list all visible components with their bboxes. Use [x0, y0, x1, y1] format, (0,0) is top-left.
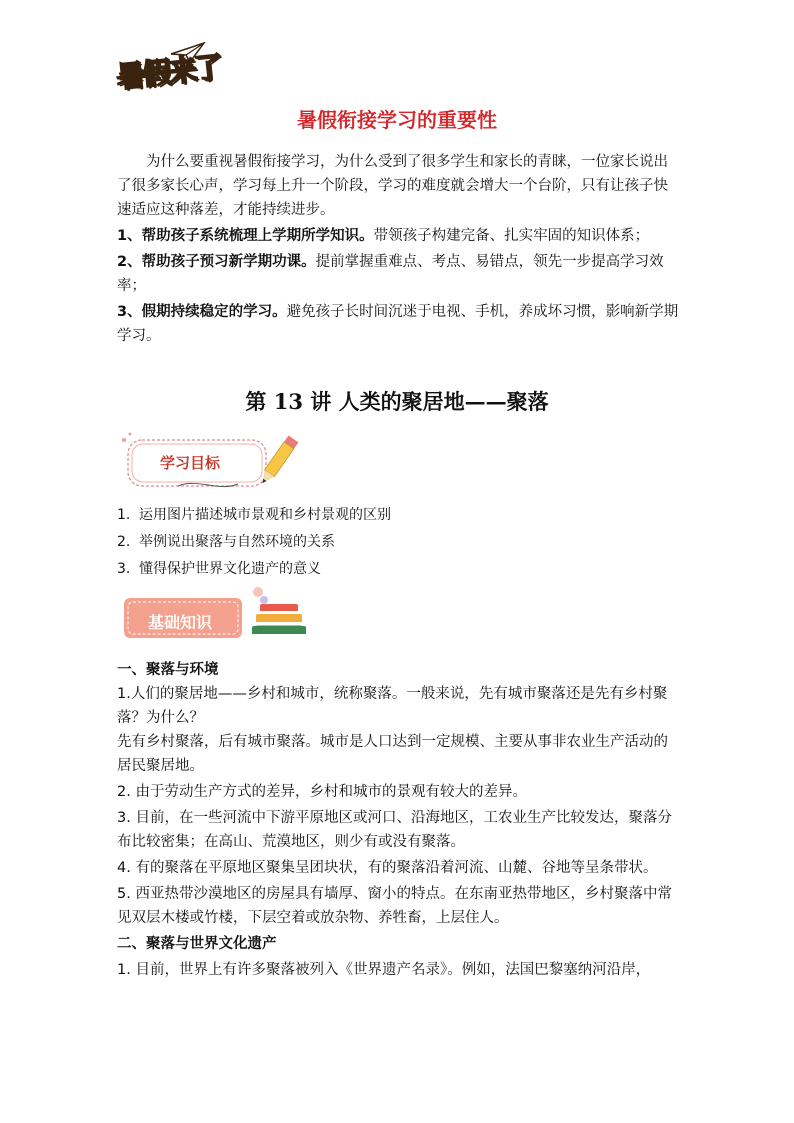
section-1-line: 2. 由于劳动生产方式的差异，乡村和城市的景观有较大的差异。 [117, 784, 527, 800]
page-title: 暑假衔接学习的重要性 [297, 108, 497, 132]
lesson-title: 第 13 讲 人类的聚居地——聚落 [245, 389, 549, 414]
list-item [117, 556, 391, 583]
intro-section [117, 150, 680, 348]
goal-text: 运用图片描述城市景观和乡村景观的区别 [139, 507, 391, 523]
list-item [117, 502, 391, 529]
section-1-heading: 一、聚落与环境 [117, 662, 219, 678]
point-1-text: 带领孩子构建完备、扎实牢固的知识体系； [373, 228, 650, 244]
section-2-heading: 二、聚落与世界文化遗产 [117, 936, 277, 952]
section-1-line: 4. 有的聚落在平原地区聚集呈团块状，有的聚落沿着河流、山麓、谷地等呈条带状。 [117, 860, 658, 876]
goal-text: 举例说出聚落与自然环境的关系 [139, 534, 335, 550]
goal-num: 3. [117, 561, 131, 577]
goal-num: 2. [117, 534, 131, 550]
section-1-line: 5. 西亚热带沙漠地区的房屋具有墙厚、窗小的特点。在东南亚热带地区，乡村聚落中常见双层木楼或竹楼，下层空着或放杂物、养牲畜，上层住人。 [117, 886, 672, 926]
basics-badge-label: 基础知识 [148, 613, 213, 632]
summer-logo [108, 42, 228, 112]
logo-text: 暑假来了 [114, 49, 222, 95]
point-3-text: 避免孩子长时间沉迷于电视、手机，养成坏习惯，影响新学期学习。 [117, 304, 679, 344]
basics-section [117, 658, 680, 982]
point-1 [117, 224, 680, 248]
goal-text: 懂得保护世界文化遗产的意义 [139, 561, 321, 577]
section-2-line: 1. 目前，世界上有许多聚落被列入《世界遗产名录》。例如，法国巴黎塞纳河沿岸， [117, 962, 651, 978]
point-1-bold: 1、帮助孩子系统梳理上学期所学知识。 [117, 228, 374, 244]
intro-paragraph: 为什么要重视暑假衔接学习，为什么受到了很多学生和家长的青睐，一位家长说出了很多家长心声，学习每上升一个阶段，学习的难度就会增大一个台阶，只有让孩子快速适应这种落差，才能持续进步。 [117, 154, 668, 218]
point-2-bold: 2、帮助孩子预习新学期功课。 [117, 254, 316, 270]
books-icon [244, 586, 310, 644]
goals-list [117, 502, 391, 583]
goals-badge [118, 432, 298, 494]
list-item [117, 529, 391, 556]
pencil-icon [254, 432, 302, 490]
point-2-text: 提前掌握重难点、考点、易错点，领先一步提高学习效率； [117, 254, 664, 294]
goals-badge-label: 学习目标 [160, 454, 221, 472]
goal-num: 1. [117, 507, 131, 523]
section-1-line: 3. 目前，在一些河流中下游平原地区或河口、沿海地区，工农业生产比较发达，聚落分布比较密集；在高山、荒漠地区，则少有或没有聚落。 [117, 810, 672, 850]
basics-badge [118, 586, 318, 646]
section-1-line: 1.人们的聚居地——乡村和城市，统称聚落。一般来说，先有城市聚落还是先有乡村聚落？为什么？ [117, 686, 668, 726]
section-1-line: 先有乡村聚落，后有城市聚落。城市是人口达到一定规模、主要从事非农业生产活动的居民聚居地。 [117, 734, 668, 774]
point-3-bold: 3、假期持续稳定的学习。 [117, 304, 287, 320]
point-3 [117, 300, 680, 348]
point-2 [117, 250, 680, 298]
